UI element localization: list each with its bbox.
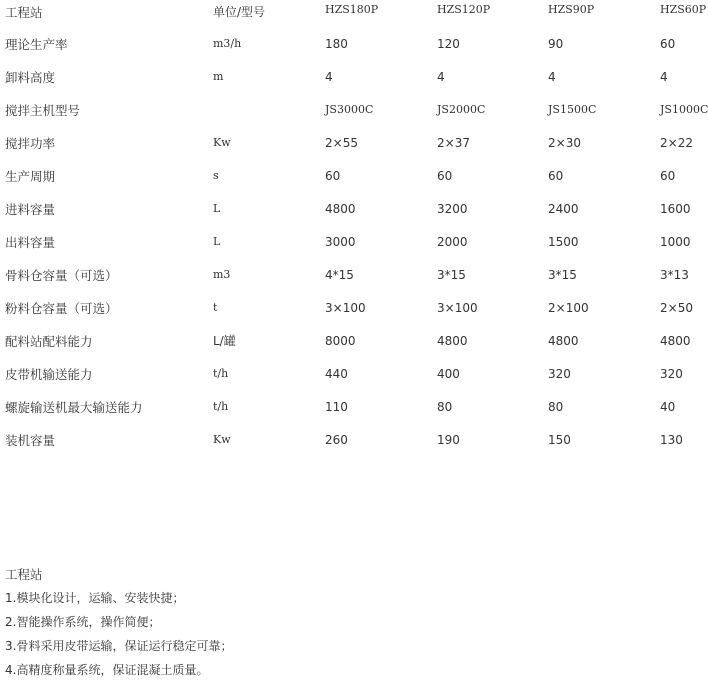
cell: 1500 — [548, 234, 579, 249]
header-cell: HZS120P — [437, 3, 491, 16]
cell: 1600 — [660, 201, 691, 216]
cell: 2×100 — [548, 300, 589, 315]
row-label: 配料站配料能力 — [5, 333, 93, 349]
cell: 320 — [660, 366, 683, 381]
features-title: 工程站 — [5, 567, 43, 582]
header-cell: 单位/型号 — [213, 5, 266, 19]
header-cell: HZS180P — [325, 3, 379, 16]
row-label: 螺旋输送机最大输送能力 — [5, 399, 143, 415]
cell: 3×100 — [325, 300, 366, 315]
cell: 190 — [437, 432, 460, 447]
cell: 80 — [437, 399, 453, 414]
table-row — [0, 291, 695, 324]
table-row — [0, 225, 695, 258]
cell: 80 — [548, 399, 564, 414]
row-label: 理论生产率 — [5, 36, 68, 52]
cell: 4800 — [548, 333, 579, 348]
table-row — [0, 27, 695, 60]
cell: 4800 — [437, 333, 468, 348]
row-unit: m3/h — [213, 37, 242, 50]
cell: 130 — [660, 432, 683, 447]
row-unit: t — [213, 301, 218, 314]
row-unit — [211, 93, 323, 126]
cell: 4 — [325, 69, 333, 84]
table-row — [0, 93, 695, 126]
cell: JS1000C — [660, 103, 708, 116]
row-unit: t/h — [213, 400, 229, 413]
cell: 1000 — [660, 234, 691, 249]
row-unit: L/罐 — [213, 334, 236, 348]
cell: 60 — [325, 168, 341, 183]
row-label: 粉料仓容量（可选） — [5, 300, 118, 316]
table-row — [0, 159, 695, 192]
cell: 60 — [660, 36, 676, 51]
row-unit: s — [213, 169, 219, 182]
cell: 400 — [437, 366, 460, 381]
feature-item: 4.高精度称量系统，保证混凝土质量。 — [5, 663, 209, 677]
cell: 3*13 — [660, 267, 689, 282]
cell: 180 — [325, 36, 348, 51]
row-unit: m3 — [213, 268, 231, 281]
cell: 4 — [437, 69, 445, 84]
cell: JS2000C — [437, 103, 486, 116]
row-label: 进料容量 — [5, 201, 56, 217]
cell: 8000 — [325, 333, 356, 348]
row-label: 骨料仓容量（可选） — [5, 267, 118, 283]
row-label: 生产周期 — [5, 168, 56, 184]
table-row — [0, 258, 695, 291]
cell: 2×37 — [437, 135, 470, 150]
cell: 4 — [548, 69, 556, 84]
header-cell: HZS60P — [660, 3, 707, 16]
cell: 260 — [325, 432, 348, 447]
header-cell: 工程站 — [5, 5, 43, 20]
cell: 2×50 — [660, 300, 693, 315]
feature-item: 3.骨料采用皮带运输，保证运行稳定可靠； — [5, 639, 233, 653]
row-label: 皮带机输送能力 — [5, 366, 93, 382]
feature-item: 1.模块化设计，运输、安装快捷； — [5, 591, 185, 605]
header-cell: HZS90P — [548, 3, 595, 16]
table-row — [0, 60, 695, 93]
cell: 4 — [660, 69, 668, 84]
cell: 2×55 — [325, 135, 358, 150]
row-unit: Kw — [213, 136, 231, 149]
cell: 60 — [548, 168, 564, 183]
row-unit: L — [213, 202, 221, 215]
features-section — [5, 563, 685, 682]
cell: 3*15 — [548, 267, 577, 282]
cell: 4800 — [660, 333, 691, 348]
table-row — [0, 390, 695, 423]
table-row — [0, 192, 695, 225]
cell: 110 — [325, 399, 348, 414]
table-header-row — [0, 0, 695, 27]
cell: 3000 — [325, 234, 356, 249]
cell: 120 — [437, 36, 460, 51]
cell: JS3000C — [325, 103, 374, 116]
table-row — [0, 324, 695, 357]
row-label: 装机容量 — [5, 432, 56, 448]
cell: 320 — [548, 366, 571, 381]
row-unit: t/h — [213, 367, 229, 380]
table-row — [0, 357, 695, 390]
row-label: 搅拌功率 — [5, 135, 56, 151]
cell: 4800 — [325, 201, 356, 216]
cell: 2×22 — [660, 135, 693, 150]
cell: 60 — [660, 168, 676, 183]
cell: 3200 — [437, 201, 468, 216]
row-unit: L — [213, 235, 221, 248]
cell: 2400 — [548, 201, 579, 216]
row-label: 搅拌主机型号 — [5, 102, 81, 118]
cell: 4*15 — [325, 267, 354, 282]
row-unit: m — [213, 70, 224, 83]
cell: 40 — [660, 399, 676, 414]
cell: 2000 — [437, 234, 468, 249]
cell: 440 — [325, 366, 348, 381]
cell: 150 — [548, 432, 571, 447]
cell: 3×100 — [437, 300, 478, 315]
table-row — [0, 126, 695, 159]
table-row — [0, 423, 695, 456]
row-label: 卸料高度 — [5, 69, 56, 85]
feature-item: 2.智能操作系统，操作简便； — [5, 615, 161, 629]
cell: 2×30 — [548, 135, 581, 150]
cell: 90 — [548, 36, 564, 51]
cell: JS1500C — [548, 103, 597, 116]
cell: 60 — [437, 168, 453, 183]
row-label: 出料容量 — [5, 234, 56, 250]
cell: 3*15 — [437, 267, 466, 282]
row-unit: Kw — [213, 433, 231, 446]
